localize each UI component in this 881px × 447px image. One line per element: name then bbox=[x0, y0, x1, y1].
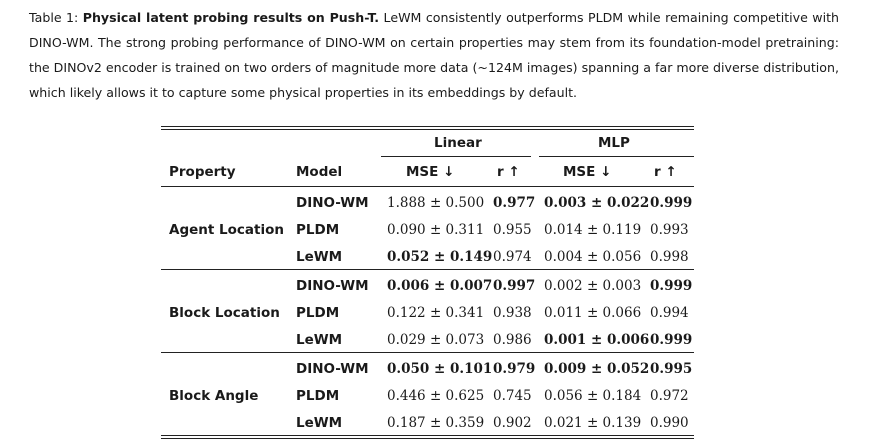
mlp-r-header: r ↑ bbox=[654, 164, 677, 180]
linear-mse-cell: 1.888 ± 0.500 bbox=[387, 195, 485, 211]
caption-title: Physical latent probing results on Push-T. bbox=[82, 10, 380, 25]
header-rule bbox=[161, 186, 694, 187]
property-col-header: Property bbox=[169, 164, 236, 180]
mlp-cmidrule bbox=[539, 156, 694, 157]
mlp-header: MLP bbox=[598, 135, 630, 151]
table-caption bbox=[29, 5, 839, 105]
mlp-mse-cell: 0.001 ± 0.006 bbox=[544, 332, 650, 348]
bottom-rule bbox=[161, 435, 694, 436]
mlp-mse-cell: 0.003 ± 0.022 bbox=[544, 195, 650, 211]
linear-mse-cell: 0.187 ± 0.359 bbox=[387, 415, 485, 431]
mlp-r-cell: 0.999 bbox=[650, 278, 693, 294]
top-rule bbox=[161, 126, 694, 127]
caption-text: LeWM consistently outperforms PLDM while remaining competitive with DINO-WM. The strong probing performance of DINO-WM on certain properties may stem from its foundation-model pretraining: the DINOv2 encoder is trained on two orders of magnitude more data (~124M images) spanning a far more diverse distribution, which likely allows it to capture some physical properties in its embeddings by default. bbox=[29, 10, 839, 100]
model-label: PLDM bbox=[296, 222, 340, 238]
top-rule-2 bbox=[161, 129, 694, 130]
mlp-r-cell: 0.972 bbox=[650, 388, 689, 404]
property-label: Block Location bbox=[169, 305, 280, 321]
linear-r-cell: 0.938 bbox=[493, 305, 532, 321]
linear-r-cell: 0.745 bbox=[493, 388, 532, 404]
linear-r-cell: 0.997 bbox=[493, 278, 536, 294]
linear-r-cell: 0.955 bbox=[493, 222, 532, 238]
linear-mse-cell: 0.029 ± 0.073 bbox=[387, 332, 485, 348]
mlp-mse-cell: 0.011 ± 0.066 bbox=[544, 305, 642, 321]
group-rule-1 bbox=[161, 269, 694, 270]
mlp-r-cell: 0.995 bbox=[650, 361, 693, 377]
mlp-r-cell: 0.998 bbox=[650, 249, 689, 265]
mlp-r-cell: 0.990 bbox=[650, 415, 689, 431]
linear-r-cell: 0.986 bbox=[493, 332, 532, 348]
linear-cmidrule bbox=[381, 156, 531, 157]
linear-r-cell: 0.977 bbox=[493, 195, 536, 211]
linear-mse-cell: 0.446 ± 0.625 bbox=[387, 388, 485, 404]
linear-mse-cell: 0.122 ± 0.341 bbox=[387, 305, 485, 321]
property-label: Block Angle bbox=[169, 388, 259, 404]
linear-header: Linear bbox=[434, 135, 482, 151]
linear-mse-cell: 0.052 ± 0.149 bbox=[387, 249, 493, 265]
model-label: PLDM bbox=[296, 388, 340, 404]
mlp-mse-cell: 0.056 ± 0.184 bbox=[544, 388, 642, 404]
property-label: Agent Location bbox=[169, 222, 284, 238]
group-rule-2 bbox=[161, 352, 694, 353]
caption-label: Table 1: bbox=[29, 10, 83, 25]
mlp-mse-cell: 0.014 ± 0.119 bbox=[544, 222, 642, 238]
mlp-r-cell: 0.994 bbox=[650, 305, 689, 321]
linear-r-cell: 0.979 bbox=[493, 361, 536, 377]
linear-r-header: r ↑ bbox=[497, 164, 520, 180]
linear-mse-cell: 0.006 ± 0.007 bbox=[387, 278, 493, 294]
bottom-rule-2 bbox=[161, 438, 694, 439]
model-col-header: Model bbox=[296, 164, 343, 180]
model-label: DINO-WM bbox=[296, 195, 369, 211]
model-label: PLDM bbox=[296, 305, 340, 321]
mlp-r-cell: 0.993 bbox=[650, 222, 689, 238]
linear-mse-cell: 0.090 ± 0.311 bbox=[387, 222, 485, 238]
model-label: DINO-WM bbox=[296, 361, 369, 377]
linear-r-cell: 0.974 bbox=[493, 249, 532, 265]
mlp-mse-header: MSE ↓ bbox=[563, 164, 612, 180]
linear-r-cell: 0.902 bbox=[493, 415, 532, 431]
mlp-r-cell: 0.999 bbox=[650, 332, 693, 348]
mlp-mse-cell: 0.009 ± 0.052 bbox=[544, 361, 650, 377]
model-label: LeWM bbox=[296, 332, 343, 348]
model-label: DINO-WM bbox=[296, 278, 369, 294]
mlp-mse-cell: 0.002 ± 0.003 bbox=[544, 278, 642, 294]
linear-mse-cell: 0.050 ± 0.101 bbox=[387, 361, 493, 377]
mlp-mse-cell: 0.021 ± 0.139 bbox=[544, 415, 642, 431]
linear-mse-header: MSE ↓ bbox=[406, 164, 455, 180]
model-label: LeWM bbox=[296, 415, 343, 431]
mlp-mse-cell: 0.004 ± 0.056 bbox=[544, 249, 642, 265]
model-label: LeWM bbox=[296, 249, 343, 265]
results-table bbox=[161, 126, 694, 438]
mlp-r-cell: 0.999 bbox=[650, 195, 693, 211]
